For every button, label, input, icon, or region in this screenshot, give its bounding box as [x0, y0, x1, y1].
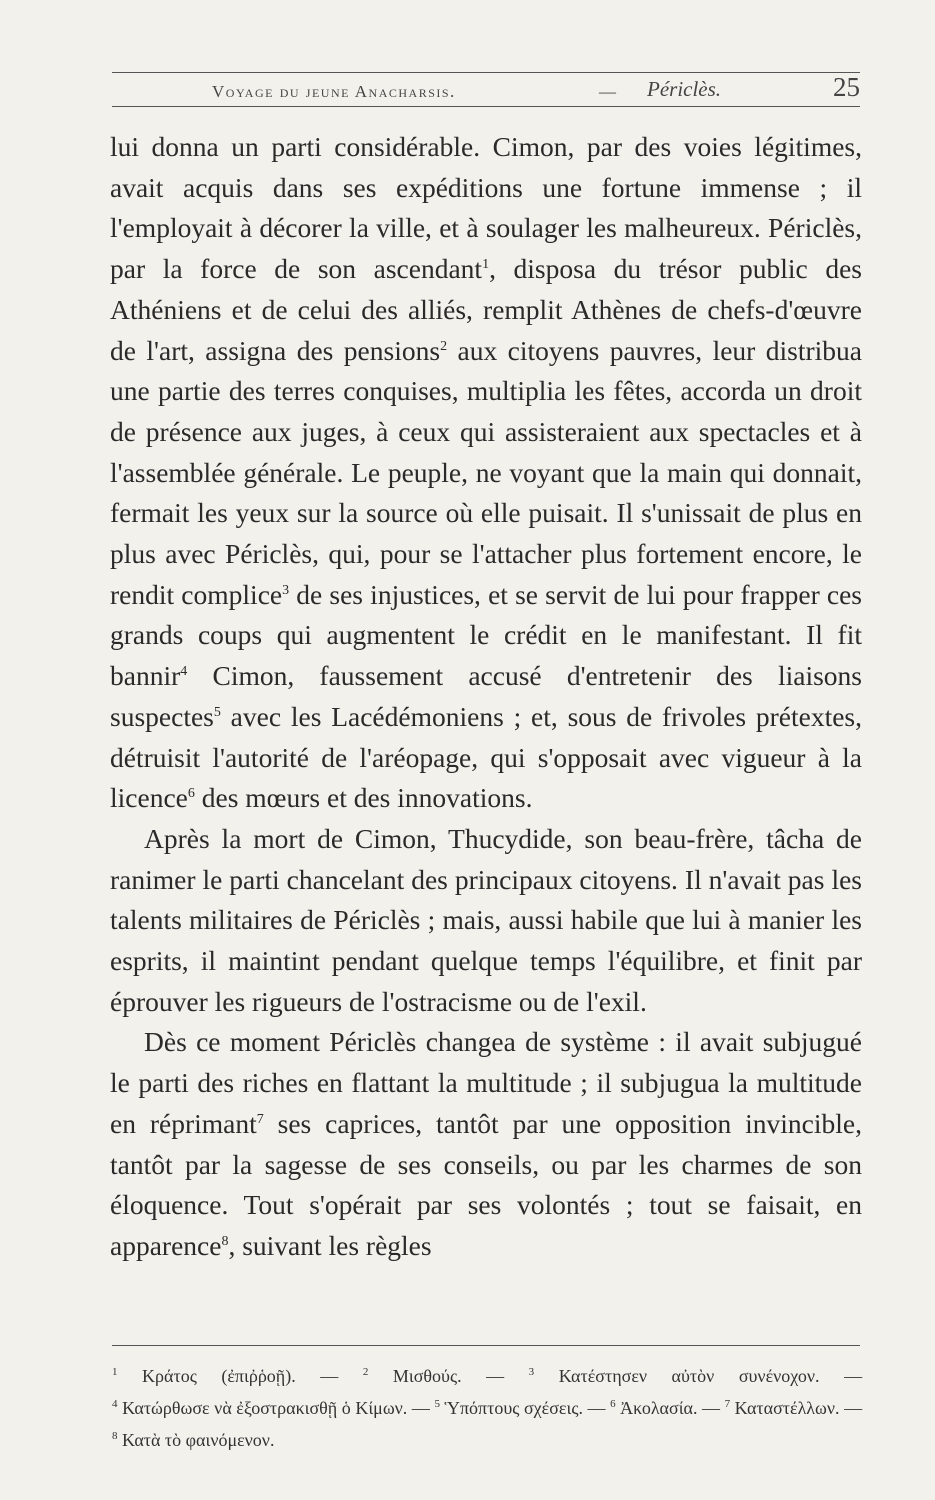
- footnote-ref-8: 8: [221, 1233, 229, 1249]
- header-rule-top: [112, 72, 860, 73]
- footnote-ref-5: 5: [213, 704, 221, 720]
- footnotes: $^1$ Κράτος (ἐπιῤῥοῇ). — $^2$ Μισθούς. — $^3$ Κατέστησεν αὐτὸν συνένοχον. — $^4$ Κατώρθωσε νὰ ἐξοστρακισθῇ ὁ Κίμων. — $^5$ Ὑπόπτους σχέσεις. — $^6$ Ἀκολασία. — $^7$ Καταστέλλων. — $^8$ Κατὰ τὸ φαινόμενον.: [112, 1366, 863, 1450]
- footnote-ref-7: 7: [256, 1111, 264, 1127]
- footnote-ref-3: 3: [282, 582, 290, 598]
- footnote-rule: [112, 1345, 860, 1346]
- footnote-ref-1: 1: [482, 256, 490, 272]
- running-head: [112, 74, 860, 104]
- footnote-ref-2: 2: [440, 338, 448, 354]
- footnote: $^7$ Καταστέλλων.: [724, 1398, 840, 1418]
- footnote-ref-4: 4: [180, 663, 188, 679]
- footnote: $^4$ Κατώρθωσε νὰ ἐξοστρακισθῇ ὁ Κίμων.: [112, 1398, 408, 1418]
- footnote: $^2$ Μισθούς.: [362, 1366, 462, 1386]
- book-title: Voyage du jeune Anacharsis.: [212, 82, 456, 101]
- footnote: $^6$ Ἀκολασία.: [610, 1398, 698, 1418]
- paragraph-3: Dès ce moment Périclès changea de système : il avait subjugué le parti des riches en flattant la multitude ; il subjugua la multitude en réprimant$^7$ ses caprices, tantôt par une opposition invincible, tantôt par la sagesse de ses conseils, ou par les charmes de son éloquence. Tout s'opérait par ses volontés ; tout se faisait, en apparence$^8$, suivant les règles: [110, 1026, 862, 1261]
- footnote: $^8$ Κατὰ τὸ φαινόμενον.: [112, 1430, 275, 1450]
- body-text: [110, 127, 862, 1267]
- paragraph-1: lui donna un parti considérable. Cimon, par des voies légitimes, avait acquis dans ses expéditions une fortune immense ; il l'employait à décorer la ville, et à soulager les malheureux. Périclès, par la force de son ascendant$^1$, disposa du trésor public des Athéniens et de celui des alliés, remplit Athènes de chefs-d'œuvre de l'art, assigna des pensions$^2$ aux citoyens pauvres, leur distribua une partie des terres conquises, multiplia les fêtes, accorda un droit de présence aux juges, à ceux qui assisteraient aux spectacles et à l'assemblée générale. Le peuple, ne voyant que la main qui donnait, fermait les yeux sur la source où elle puisait. Il s'unissait de plus en plus avec Périclès, qui, pour se l'attacher plus fortement encore, le rendit complice$^3$ de ses injustices, et se servit de lui pour frapper ces grands coups qui augmentent le crédit en le manifestant. Il fit bannir$^4$ Cimon, faussement accusé d'entretenir des liaisons suspectes$^5$ avec les Lacédémoniens ; et, sous de frivoles prétextes, détruisit l'autorité de l'aréopage, qui s'opposait avec vigueur à la licence$^6$ des mœurs et des innovations.: [110, 131, 863, 814]
- header-rule-bottom: [112, 106, 860, 107]
- footnote: $^5$ Ὑπόπτους σχέσεις.: [434, 1398, 583, 1418]
- page-number: 25: [833, 72, 860, 102]
- footnote: $^3$ Κατέστησεν αὐτὸν συνένοχον.: [528, 1366, 820, 1386]
- footnote-ref-6: 6: [187, 786, 195, 802]
- chapter-person: Périclès.: [647, 77, 722, 101]
- paragraph-2: Après la mort de Cimon, Thucydide, son beau-frère, tâcha de ranimer le parti chancelant des principaux citoyens. Il n'avait pas les talents militaires de Périclès ; mais, aussi habile que lui à manier les esprits, il maintint pendant quelque temps l'équilibre, et finit par éprouver les rigueurs de l'ostracisme ou de l'exil.: [110, 822, 862, 1017]
- footnote: $^1$ Κράτος (ἐπιῤῥοῇ).: [112, 1366, 296, 1386]
- header-separator: —: [599, 82, 618, 101]
